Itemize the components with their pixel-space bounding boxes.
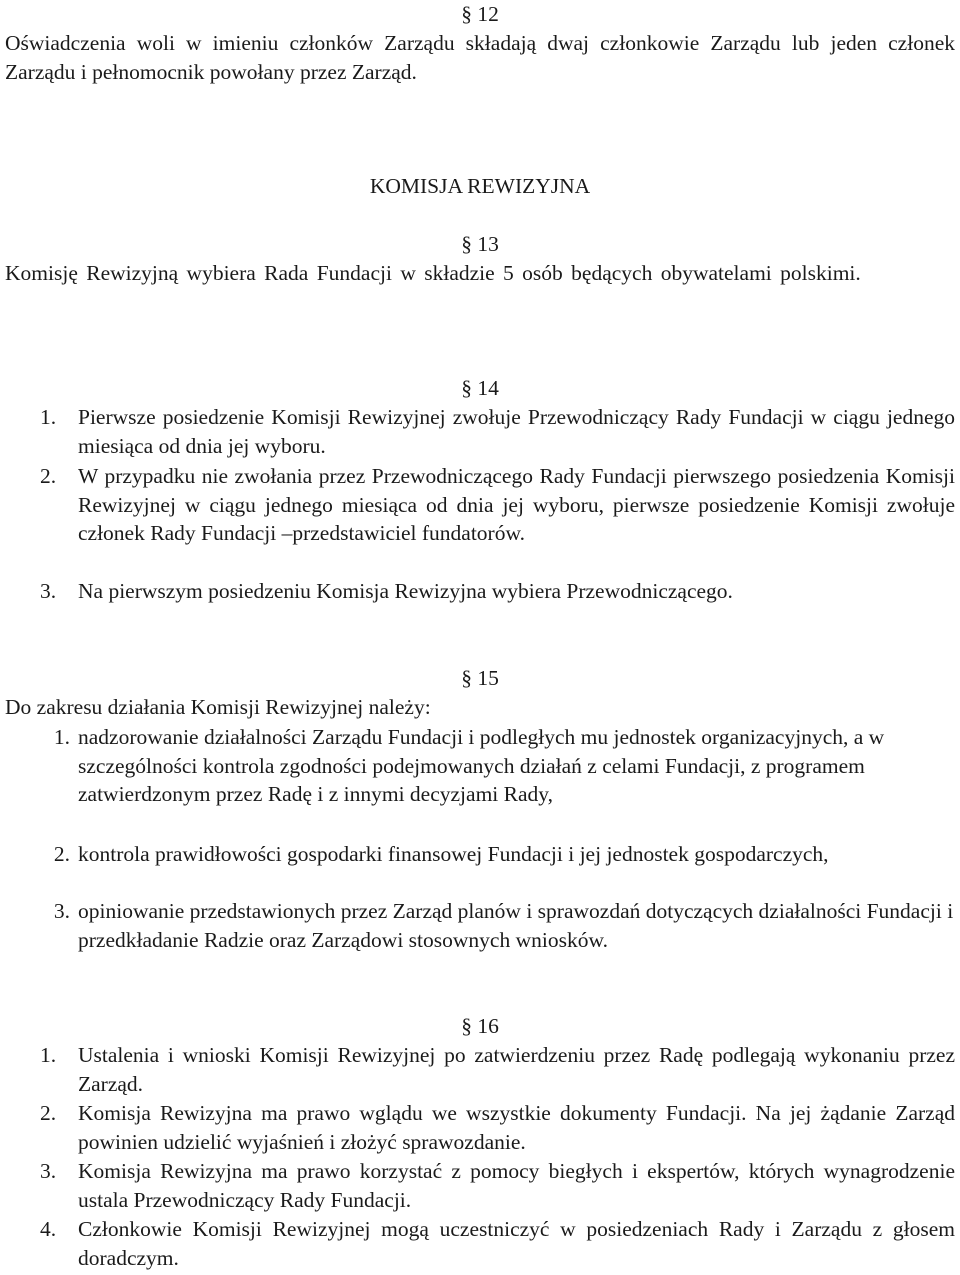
item-text: kontrola prawidłowości gospodarki finansowej Fundacji i jej jednostek gospodarczych, — [78, 842, 829, 866]
item-text: Na pierwszym posiedzeniu Komisja Rewizyjna wybiera Przewodniczącego. — [78, 579, 733, 603]
section-15-item-1 — [53, 723, 955, 809]
section-16-item-3 — [40, 1157, 955, 1214]
section-13-text: Komisję Rewizyjną wybiera Rada Fundacji w składzie 5 osób będących obywatelami polskimi. — [5, 261, 861, 285]
item-number: 1. — [40, 405, 57, 429]
section-14-item-1 — [40, 403, 955, 460]
section-16-item-2 — [40, 1099, 955, 1156]
item-text: Pierwsze posiedzenie Komisji Rewizyjnej zwołuje Przewodniczący Rady Fundacji w ciągu jednego miesiąca od dnia jej wyboru. — [78, 405, 955, 458]
section-13-heading: § 13 — [461, 232, 499, 256]
item-number: 3. — [40, 1159, 57, 1183]
section-15-item-2 — [53, 840, 955, 869]
item-number: 2. — [53, 842, 70, 866]
item-text: Członkowie Komisji Rewizyjnej mogą uczestniczyć w posiedzeniach Rady i Zarządu z głosem doradczym. — [78, 1217, 955, 1270]
section-12-text: Oświadczenia woli w imieniu członków Zarządu składają dwaj członkowie Zarządu lub jeden członek Zarządu i pełnomocnik powołany przez Zarząd. — [5, 31, 955, 84]
chapter-title: KOMISJA REWIZYJNA — [369, 174, 591, 198]
item-number: 3. — [40, 579, 57, 603]
item-text: Ustalenia i wnioski Komisji Rewizyjnej po zatwierdzeniu przez Radę podlegają wykonaniu przez Zarząd. — [78, 1043, 955, 1096]
section-15-item-3 — [53, 897, 955, 954]
item-text: W przypadku nie zwołania przez Przewodniczącego Rady Fundacji pierwszego posiedzenia Komisji Rewizyjnej w ciągu jednego miesiąca od dnia jej wyboru, pierwsze posiedzenie Komisji zwołuje członek Rady Fundacji –przedstawiciel fundatorów. — [78, 464, 955, 546]
item-number: 2. — [40, 464, 57, 488]
item-number: 2. — [40, 1101, 57, 1125]
item-number: 1. — [53, 725, 70, 749]
item-number: 1. — [40, 1043, 57, 1067]
section-14-heading: § 14 — [461, 376, 499, 400]
item-number: 3. — [53, 899, 70, 923]
section-16-item-4 — [40, 1215, 955, 1272]
section-15-intro: Do zakresu działania Komisji Rewizyjnej należy: — [5, 695, 431, 719]
item-number: 4. — [40, 1217, 57, 1241]
item-text: nadzorowanie działalności Zarządu Fundacji i podległych mu jednostek organizacyjnych, a w szczególności kontrola zgodności podejmowanych działań z celami Fundacji, z programem zatwierdzonym przez Radę i z innymi decyzjami Rady, — [78, 725, 885, 807]
section-12-heading: § 12 — [461, 2, 499, 26]
section-15-heading: § 15 — [461, 666, 499, 690]
section-14-item-3 — [40, 577, 955, 606]
item-text: opiniowanie przedstawionych przez Zarząd planów i sprawozdań dotyczących działalności Fundacji i przedkładanie Radzie oraz Zarządowi stosownych wniosków. — [78, 899, 954, 952]
section-14-item-2 — [40, 462, 955, 548]
item-text: Komisja Rewizyjna ma prawo wglądu we wszystkie dokumenty Fundacji. Na jej żądanie Zarząd powinien udzielić wyjaśnień i złożyć sprawozdanie. — [78, 1101, 955, 1154]
section-16-heading: § 16 — [461, 1014, 499, 1038]
section-16-item-1 — [40, 1041, 955, 1098]
item-text: Komisja Rewizyjna ma prawo korzystać z pomocy biegłych i ekspertów, których wynagrodzenie ustala Przewodniczący Rady Fundacji. — [78, 1159, 955, 1212]
